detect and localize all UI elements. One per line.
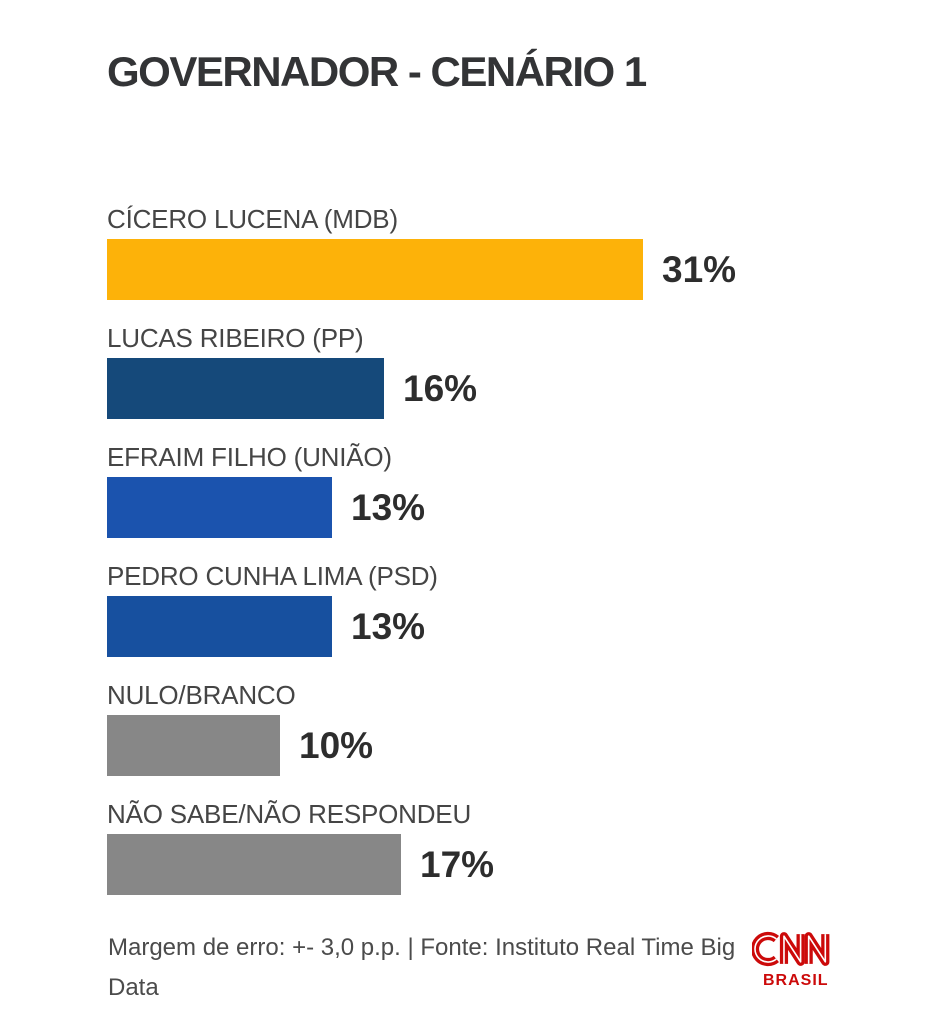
cnn-logo-icon: [752, 930, 834, 968]
bar-track: [107, 715, 867, 776]
bar: [107, 596, 332, 657]
bar-label: PEDRO CUNHA LIMA (PSD): [107, 561, 438, 591]
bar-row: [107, 203, 867, 300]
bar-track: [107, 477, 867, 538]
bar: [107, 715, 280, 776]
bar-row: [107, 798, 867, 895]
bar-label: LUCAS RIBEIRO (PP): [107, 323, 364, 353]
cnn-brasil-logo: [752, 930, 838, 990]
bar: [107, 834, 401, 895]
bar: [107, 477, 332, 538]
source-note: Margem de erro: +- 3,0 p.p. | Fonte: Instituto Real Time Big Data: [108, 934, 736, 1001]
bar: [107, 239, 643, 300]
bar-value: 13%: [351, 486, 426, 528]
bar-row: [107, 679, 867, 776]
bar-row: [107, 322, 867, 419]
bar-track: [107, 239, 867, 300]
bar: [107, 358, 384, 419]
cnn-logo-subbrand: BRASIL: [763, 972, 829, 989]
bar-value: 13%: [351, 605, 426, 647]
bar-row: [107, 441, 867, 538]
bar-label: NÃO SABE/NÃO RESPONDEU: [107, 799, 472, 829]
bar-value: 16%: [403, 367, 478, 409]
bar-value: 17%: [420, 843, 495, 885]
bar-label: NULO/BRANCO: [107, 680, 296, 710]
bar-label: CÍCERO LUCENA (MDB): [107, 204, 398, 234]
bar-row: [107, 560, 867, 657]
bar-value: 31%: [662, 248, 737, 290]
bar-track: [107, 834, 867, 895]
bar-label: EFRAIM FILHO (UNIÃO): [107, 442, 392, 472]
bar-track: [107, 596, 867, 657]
bar-rows: [107, 203, 867, 917]
chart-title: GOVERNADOR - CENÁRIO 1: [107, 48, 646, 95]
bar-value: 10%: [299, 724, 374, 766]
bar-track: [107, 358, 867, 419]
